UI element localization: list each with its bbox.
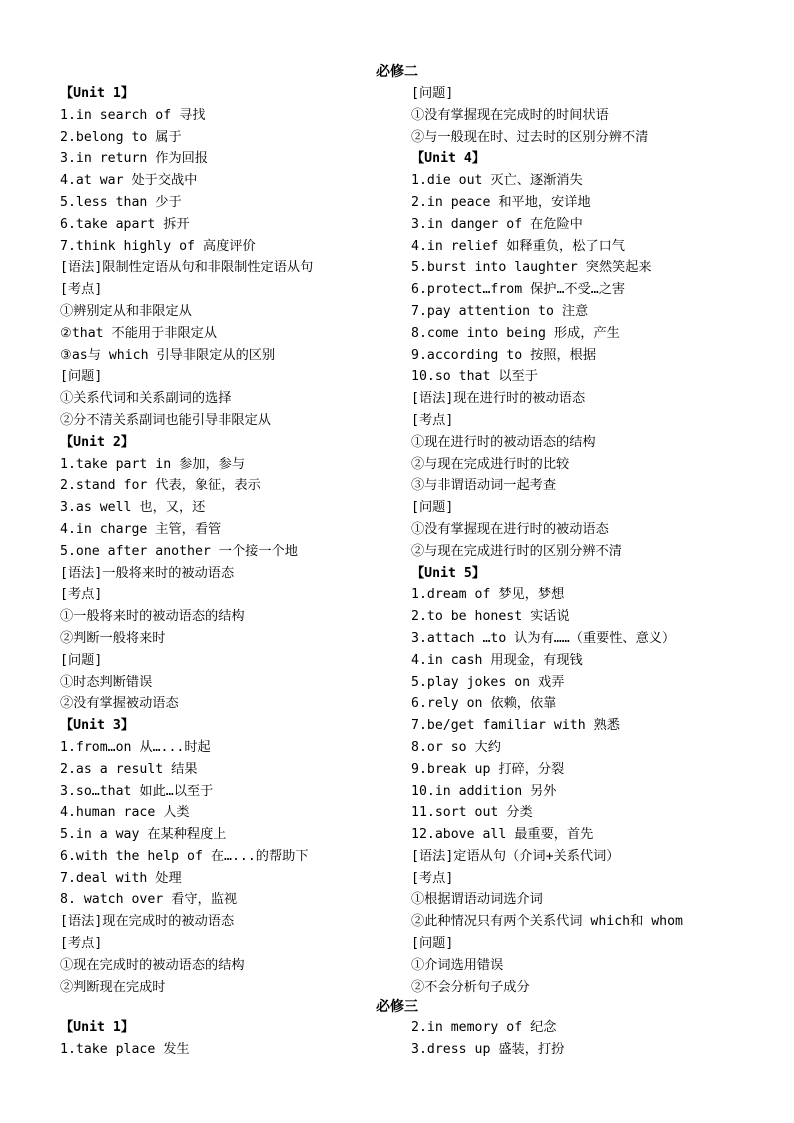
list-item: [考点] <box>60 936 103 952</box>
unit-heading: 【Unit 2】 <box>60 434 135 450</box>
list-item: 5.one after another 一个接一个地 <box>60 543 298 559</box>
list-item: 3.in return 作为回报 <box>60 151 209 167</box>
list-item: ②没有掌握被动语态 <box>60 696 179 712</box>
left-column <box>60 83 410 998</box>
list-item: 3.attach …to 认为有……（重要性、意义） <box>411 630 676 646</box>
unit-heading: 【Unit 3】 <box>60 718 135 734</box>
list-item: 7.pay attention to 注意 <box>411 303 589 319</box>
list-item: 1.take place 发生 <box>60 1041 190 1057</box>
list-item: [语法]一般将来时的被动语态 <box>60 565 235 581</box>
list-item: 2.in peace 和平地，安详地 <box>411 194 591 210</box>
list-item: 5.burst into laughter 突然笑起来 <box>411 260 652 276</box>
list-item: [语法]定语从句（介词+关系代词） <box>411 848 620 864</box>
list-item: 1.from…on 从…...时起 <box>60 739 211 755</box>
list-item: 1.in search of 寻找 <box>60 107 206 123</box>
list-item: [语法]限制性定语从句和非限制性定语从句 <box>60 260 314 276</box>
list-item: 2.stand for 代表，象征，表示 <box>60 478 261 494</box>
list-item: 4.in charge 主管，看管 <box>60 521 222 537</box>
list-item: 6.rely on 依赖，依靠 <box>411 696 557 712</box>
list-item: 11.sort out 分类 <box>411 805 533 821</box>
list-item: 7.deal with 处理 <box>60 870 182 886</box>
list-item: 2.to be honest 实话说 <box>411 609 570 625</box>
list-item: [问题] <box>60 369 103 385</box>
list-item: [语法]现在完成时的被动语态 <box>60 914 235 930</box>
list-item: 4.at war 处于交战中 <box>60 173 198 189</box>
list-item: 9.break up 打碎，分裂 <box>411 761 565 777</box>
list-item: 1.take part in 参加，参与 <box>60 456 246 472</box>
section-title-bixiu-er: 必修二 <box>376 64 418 80</box>
list-item: [考点] <box>60 282 103 298</box>
unit-heading: 【Unit 5】 <box>411 565 486 581</box>
right-column <box>411 83 751 998</box>
list-item: ①没有掌握现在完成时的时间状语 <box>411 107 609 123</box>
list-item: 7.be/get familiar with 熟悉 <box>411 718 620 734</box>
unit-heading: 【Unit 1】 <box>60 86 135 101</box>
list-item: 10.so that 以至于 <box>411 369 538 385</box>
list-item: 10.in addition 另外 <box>411 783 557 799</box>
list-item: 2.belong to 属于 <box>60 129 182 145</box>
list-item: 2.as a result 结果 <box>60 761 198 777</box>
list-item: ②与现在完成进行时的比较 <box>411 456 570 472</box>
list-item: 6.with the help of 在…...的帮助下 <box>60 848 309 864</box>
list-item: ①根据谓语动词选介词 <box>411 892 543 908</box>
list-item: ②此种情况只有两个关系代词 which和 whom <box>411 914 683 930</box>
list-item: ②与现在完成进行时的区别分辨不清 <box>411 543 622 559</box>
list-item: 2.in memory of 纪念 <box>411 1020 557 1035</box>
list-item: 8. watch over 看守，监视 <box>60 892 238 908</box>
list-item: ②分不清关系副词也能引导非限定从 <box>60 412 271 428</box>
list-item: [问题] <box>60 652 103 668</box>
list-item: 9.according to 按照，根据 <box>411 347 597 363</box>
list-item: [语法]现在进行时的被动语态 <box>411 391 586 407</box>
section-title-bixiu-san: 必修三 <box>376 999 418 1015</box>
list-item: 4.in relief 如释重负，松了口气 <box>411 238 625 254</box>
list-item: 4.in cash 用现金，有现钱 <box>411 652 583 668</box>
list-item: 8.come into being 形成，产生 <box>411 325 620 341</box>
left-column-bottom <box>60 1017 410 1061</box>
list-item: 1.dream of 梦见，梦想 <box>411 587 565 603</box>
list-item: ②与一般现在时、过去时的区别分辨不清 <box>411 129 649 145</box>
list-item: ②判断一般将来时 <box>60 630 166 646</box>
list-item: 5.play jokes on 戏弄 <box>411 674 565 690</box>
unit-heading: 【Unit 1】 <box>60 1020 135 1035</box>
list-item: [问题] <box>411 936 454 952</box>
list-item: ②不会分析句子成分 <box>411 979 530 995</box>
right-column-bottom <box>411 1017 751 1061</box>
list-item: 6.take apart 拆开 <box>60 216 190 232</box>
list-item: [考点] <box>411 412 454 428</box>
list-item: ②判断现在完成时 <box>60 979 166 995</box>
list-item: 5.less than 少于 <box>60 194 182 210</box>
list-item: 4.human race 人类 <box>60 805 190 821</box>
list-item: ③与非谓语动词一起考查 <box>411 478 557 494</box>
list-item: 3.dress up 盛装，打扮 <box>411 1041 565 1057</box>
list-item: 12.above all 最重要，首先 <box>411 827 594 843</box>
list-item: 8.or so 大约 <box>411 739 501 755</box>
list-item: [问题] <box>411 500 454 516</box>
list-item: 7.think highly of 高度评价 <box>60 238 256 254</box>
list-item: [考点] <box>411 870 454 886</box>
list-item: ①现在完成时的被动语态的结构 <box>60 957 245 973</box>
list-item: [考点] <box>60 587 103 603</box>
list-item: 6.protect…from 保护…不受…之害 <box>411 282 626 298</box>
list-item: ②that 不能用于非限定从 <box>60 325 218 341</box>
list-item: 3.so…that 如此…以至于 <box>60 783 214 799</box>
list-item: ①一般将来时的被动语态的结构 <box>60 609 245 625</box>
unit-heading: 【Unit 4】 <box>411 151 486 167</box>
list-item: ①没有掌握现在进行时的被动语态 <box>411 521 609 537</box>
list-item: ①辨别定从和非限定从 <box>60 303 192 319</box>
list-item: ①介词选用错误 <box>411 957 504 973</box>
list-item: ①时态判断错误 <box>60 674 153 690</box>
list-item: 3.in danger of 在危险中 <box>411 216 583 232</box>
list-item: ③as与 which 引导非限定从的区别 <box>60 347 276 363</box>
list-item: 3.as well 也，又，还 <box>60 500 206 516</box>
list-item: [问题] <box>411 86 454 101</box>
list-item: 1.die out 灭亡、逐渐消失 <box>411 173 583 189</box>
list-item: ①现在进行时的被动语态的结构 <box>411 434 596 450</box>
list-item: 5.in a way 在某种程度上 <box>60 827 227 843</box>
list-item: ①关系代词和关系副词的选择 <box>60 391 232 407</box>
